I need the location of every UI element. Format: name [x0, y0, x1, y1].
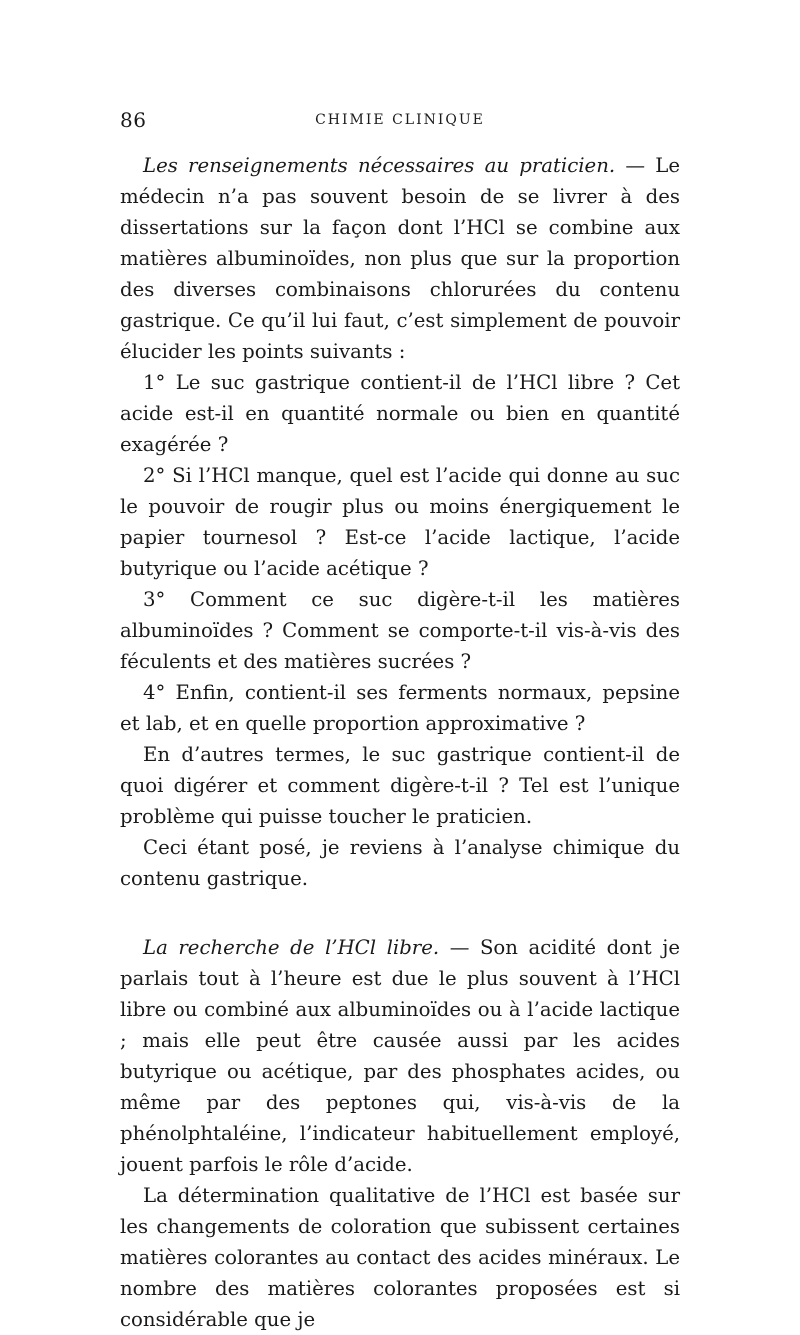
- paragraph-intro: [120, 150, 680, 367]
- paragraph-text: — Le médecin n’a pas souvent besoin de se livrer à des dissertations sur la façon dont l’HCl se combine aux matières albuminoïdes, non plus que sur la proportion des diverses combinaisons chlorurées du contenu gastrique. Ce qu’il lui faut, c’est simplement de pouvoir élucider les points suivants :: [120, 154, 680, 363]
- section-lead-hcl: La recherche de l’HCl libre.: [143, 936, 440, 959]
- paragraph-text: 4° Enfin, contient-il ses ferments normaux, pepsine et lab, et en quelle proportion approximative ?: [120, 681, 680, 735]
- paragraph: [120, 739, 680, 832]
- running-title: CHIMIE CLINIQUE: [315, 112, 485, 128]
- list-item: [120, 584, 680, 677]
- paragraph: [120, 832, 680, 894]
- section-lead-praticien: Les renseignements nécessaires au praticien.: [143, 154, 616, 177]
- paragraph-text: — Son acidité dont je parlais tout à l’heure est due le plus souvent à l’HCl libre ou combiné aux albuminoïdes ou à l’acide lactique ; mais elle peut être causée aussi par les acides butyrique ou acétique, par des phosphates acides, ou même par des peptones qui, vis-à-vis de la phénolphtaléine, l’indicateur habituellement employé, jouent parfois le rôle d’acide.: [120, 936, 680, 1176]
- body-text: [120, 150, 680, 1335]
- list-item: [120, 677, 680, 739]
- list-item: [120, 367, 680, 460]
- paragraph-text: En d’autres termes, le suc gastrique contient-il de quoi digérer et comment digère-t-il ? Tel est l’unique problème qui puisse toucher le praticien.: [120, 743, 680, 828]
- page-number: 86: [120, 108, 147, 132]
- list-item: [120, 460, 680, 584]
- page-header: [120, 108, 680, 138]
- paragraph-text: Ceci étant posé, je reviens à l’analyse chimique du contenu gastrique.: [120, 836, 680, 890]
- paragraph-hcl-section: [120, 932, 680, 1180]
- paragraph-text: 1° Le suc gastrique contient-il de l’HCl libre ? Cet acide est-il en quantité normale ou bien en quantité exagérée ?: [120, 371, 680, 456]
- paragraph-text: 2° Si l’HCl manque, quel est l’acide qui donne au suc le pouvoir de rougir plus ou moins énergiquement le papier tournesol ? Est-ce l’acide lactique, l’acide butyrique ou l’acide acétique ?: [120, 464, 680, 580]
- paragraph-text: 3° Comment ce suc digère-t-il les matières albuminoïdes ? Comment se comporte-t-il vis-à-vis des féculents et des matières sucrées ?: [120, 588, 680, 673]
- paragraph-text: La détermination qualitative de l’HCl est basée sur les changements de coloration que subissent certaines matières colorantes au contact des acides minéraux. Le nombre des matières colorantes proposées est si considérable que je: [120, 1184, 680, 1331]
- paragraph: [120, 1180, 680, 1335]
